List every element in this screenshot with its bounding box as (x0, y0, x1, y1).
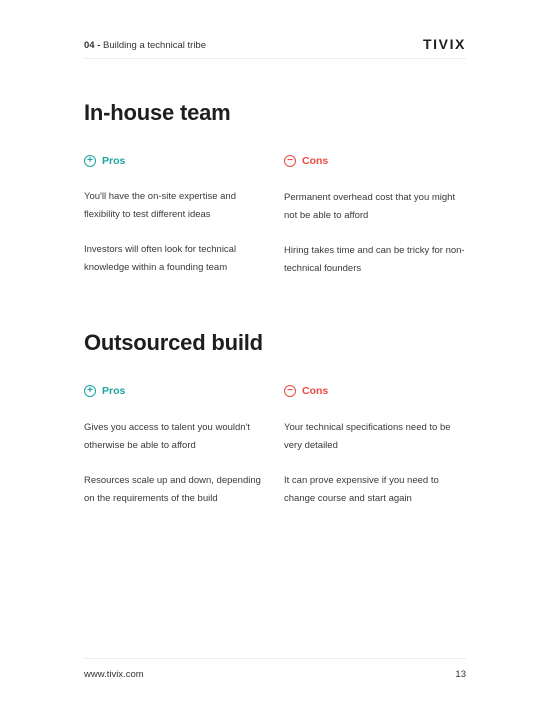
minus-circle-icon: − (284, 385, 296, 397)
cons-item: It can prove expensive if you need to change course and start again (284, 475, 439, 504)
pros-header (84, 154, 269, 168)
minus-circle-icon: − (284, 155, 296, 167)
chapter-label (84, 40, 206, 51)
chapter-number: 04 - (84, 40, 101, 51)
pros-item: Resources scale up and down, depending on the requirements of the build (84, 475, 261, 504)
plus-circle-icon: + (84, 155, 96, 167)
page-footer (84, 658, 466, 681)
pros-item: Investors will often look for technical knowledge within a founding team (84, 244, 237, 273)
pros-label: Pros (102, 155, 126, 167)
cons-header (284, 154, 469, 168)
section-title: Outsourced build (84, 330, 263, 355)
section-title: In-house team (84, 100, 231, 125)
cons-label: Cons (302, 385, 329, 397)
page-number: 13 (455, 669, 466, 680)
page-header (84, 36, 466, 59)
cons-label: Cons (302, 155, 329, 167)
cons-item: Hiring takes time and can be tricky for non-technical founders (284, 245, 465, 274)
plus-circle-icon: + (84, 385, 96, 397)
pros-header (84, 384, 269, 398)
chapter-title: Building a technical tribe (103, 40, 206, 51)
pros-column (84, 154, 269, 273)
pros-item: You'll have the on-site expertise and flexibility to test different ideas (84, 191, 236, 220)
cons-item: Your technical specifications need to be very detailed (284, 422, 451, 451)
section-in-house-team (84, 100, 474, 274)
brand-logo: TIVIX (422, 36, 466, 52)
cons-header (284, 384, 469, 398)
pros-item: Gives you access to talent you wouldn't otherwise be able to afford (84, 422, 251, 451)
pros-column (84, 384, 269, 504)
pros-label: Pros (102, 385, 126, 397)
footer-url[interactable]: www.tivix.com (84, 669, 144, 680)
cons-item: Permanent overhead cost that you might not be able to afford (284, 192, 456, 221)
section-outsourced-build (84, 330, 474, 504)
cons-column (284, 384, 469, 504)
cons-column (284, 154, 469, 274)
